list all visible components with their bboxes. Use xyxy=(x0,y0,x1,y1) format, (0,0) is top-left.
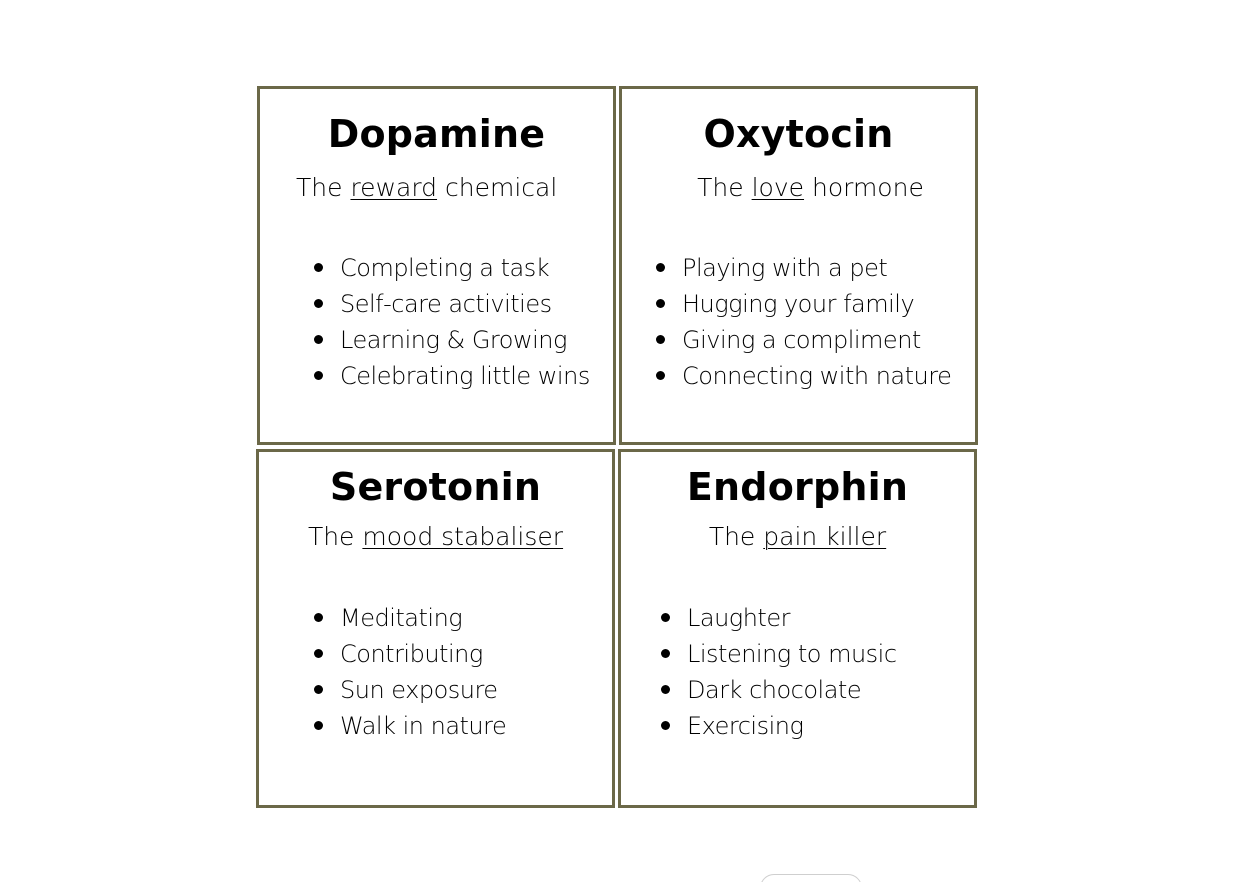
list-item xyxy=(340,322,590,358)
dopamine-card xyxy=(257,86,616,445)
card-subtitle xyxy=(296,175,613,200)
list-item xyxy=(340,600,506,636)
bullet-icon xyxy=(661,685,670,694)
activity-list xyxy=(340,250,590,394)
bullet-icon xyxy=(661,721,670,730)
subtitle-prefix: The xyxy=(307,522,363,551)
bullet-icon xyxy=(314,649,323,658)
list-item-text: Celebrating little wins xyxy=(340,362,590,390)
oxytocin-card xyxy=(619,86,978,445)
activity-list xyxy=(687,600,897,744)
list-item-text: Learning & Growing xyxy=(340,326,567,354)
activity-list xyxy=(682,250,951,394)
bullet-icon xyxy=(314,299,323,308)
list-item-text: Walk in nature xyxy=(340,712,507,740)
serotonin-card xyxy=(256,449,615,808)
list-item-text: Playing with a pet xyxy=(682,254,888,282)
subtitle-prefix: The xyxy=(697,173,752,202)
list-item xyxy=(340,250,590,286)
card-subtitle xyxy=(621,524,974,549)
bullet-icon xyxy=(314,613,323,622)
card-title: Endorphin xyxy=(686,465,909,509)
activity-list xyxy=(340,600,506,744)
bullet-icon xyxy=(314,721,323,730)
bullet-icon xyxy=(314,371,323,380)
subtitle-suffix: hormone xyxy=(804,173,924,202)
bottom-pill-button[interactable] xyxy=(760,874,862,882)
bullet-icon xyxy=(656,371,665,380)
subtitle-prefix: The xyxy=(708,522,764,551)
list-item xyxy=(687,672,897,708)
list-item xyxy=(340,672,506,708)
list-item xyxy=(340,358,590,394)
list-item-text: Self-care activities xyxy=(340,290,552,318)
subtitle-keyword: reward xyxy=(350,173,438,202)
list-item-text: Dark chocolate xyxy=(687,676,862,704)
bullet-icon xyxy=(656,263,665,272)
card-title: Oxytocin xyxy=(703,112,894,156)
bullet-icon xyxy=(314,685,323,694)
subtitle-prefix: The xyxy=(296,173,351,202)
list-item-text: Giving a compliment xyxy=(682,326,921,354)
list-item-text: Sun exposure xyxy=(340,676,498,704)
list-item xyxy=(687,600,897,636)
bullet-icon xyxy=(661,613,670,622)
list-item-text: Laughter xyxy=(687,604,790,632)
subtitle-keyword: mood stabaliser xyxy=(362,522,564,551)
list-item xyxy=(340,708,506,744)
list-item xyxy=(687,708,897,744)
bullet-icon xyxy=(656,299,665,308)
bullet-icon xyxy=(314,335,323,344)
bullet-icon xyxy=(661,649,670,658)
subtitle-suffix: chemical xyxy=(437,173,558,202)
endorphin-card xyxy=(618,449,977,808)
card-subtitle xyxy=(259,524,612,549)
list-item-text: Meditating xyxy=(340,604,463,632)
list-item-text: Connecting with nature xyxy=(682,362,952,390)
bullet-icon xyxy=(314,263,323,272)
list-item-text: Completing a task xyxy=(340,254,550,282)
list-item xyxy=(682,286,951,322)
list-item xyxy=(340,286,590,322)
bullet-icon xyxy=(656,335,665,344)
list-item xyxy=(682,250,951,286)
card-title: Serotonin xyxy=(329,465,542,509)
card-subtitle xyxy=(646,175,975,200)
list-item-text: Hugging your family xyxy=(682,290,915,318)
card-title: Dopamine xyxy=(327,112,546,156)
list-item-text: Exercising xyxy=(687,712,804,740)
list-item-text: Contributing xyxy=(340,640,483,668)
list-item xyxy=(682,358,951,394)
list-item xyxy=(687,636,897,672)
subtitle-keyword: love xyxy=(751,173,805,202)
list-item xyxy=(682,322,951,358)
list-item xyxy=(340,636,506,672)
list-item-text: Listening to music xyxy=(687,640,897,668)
subtitle-keyword: pain killer xyxy=(763,522,887,551)
